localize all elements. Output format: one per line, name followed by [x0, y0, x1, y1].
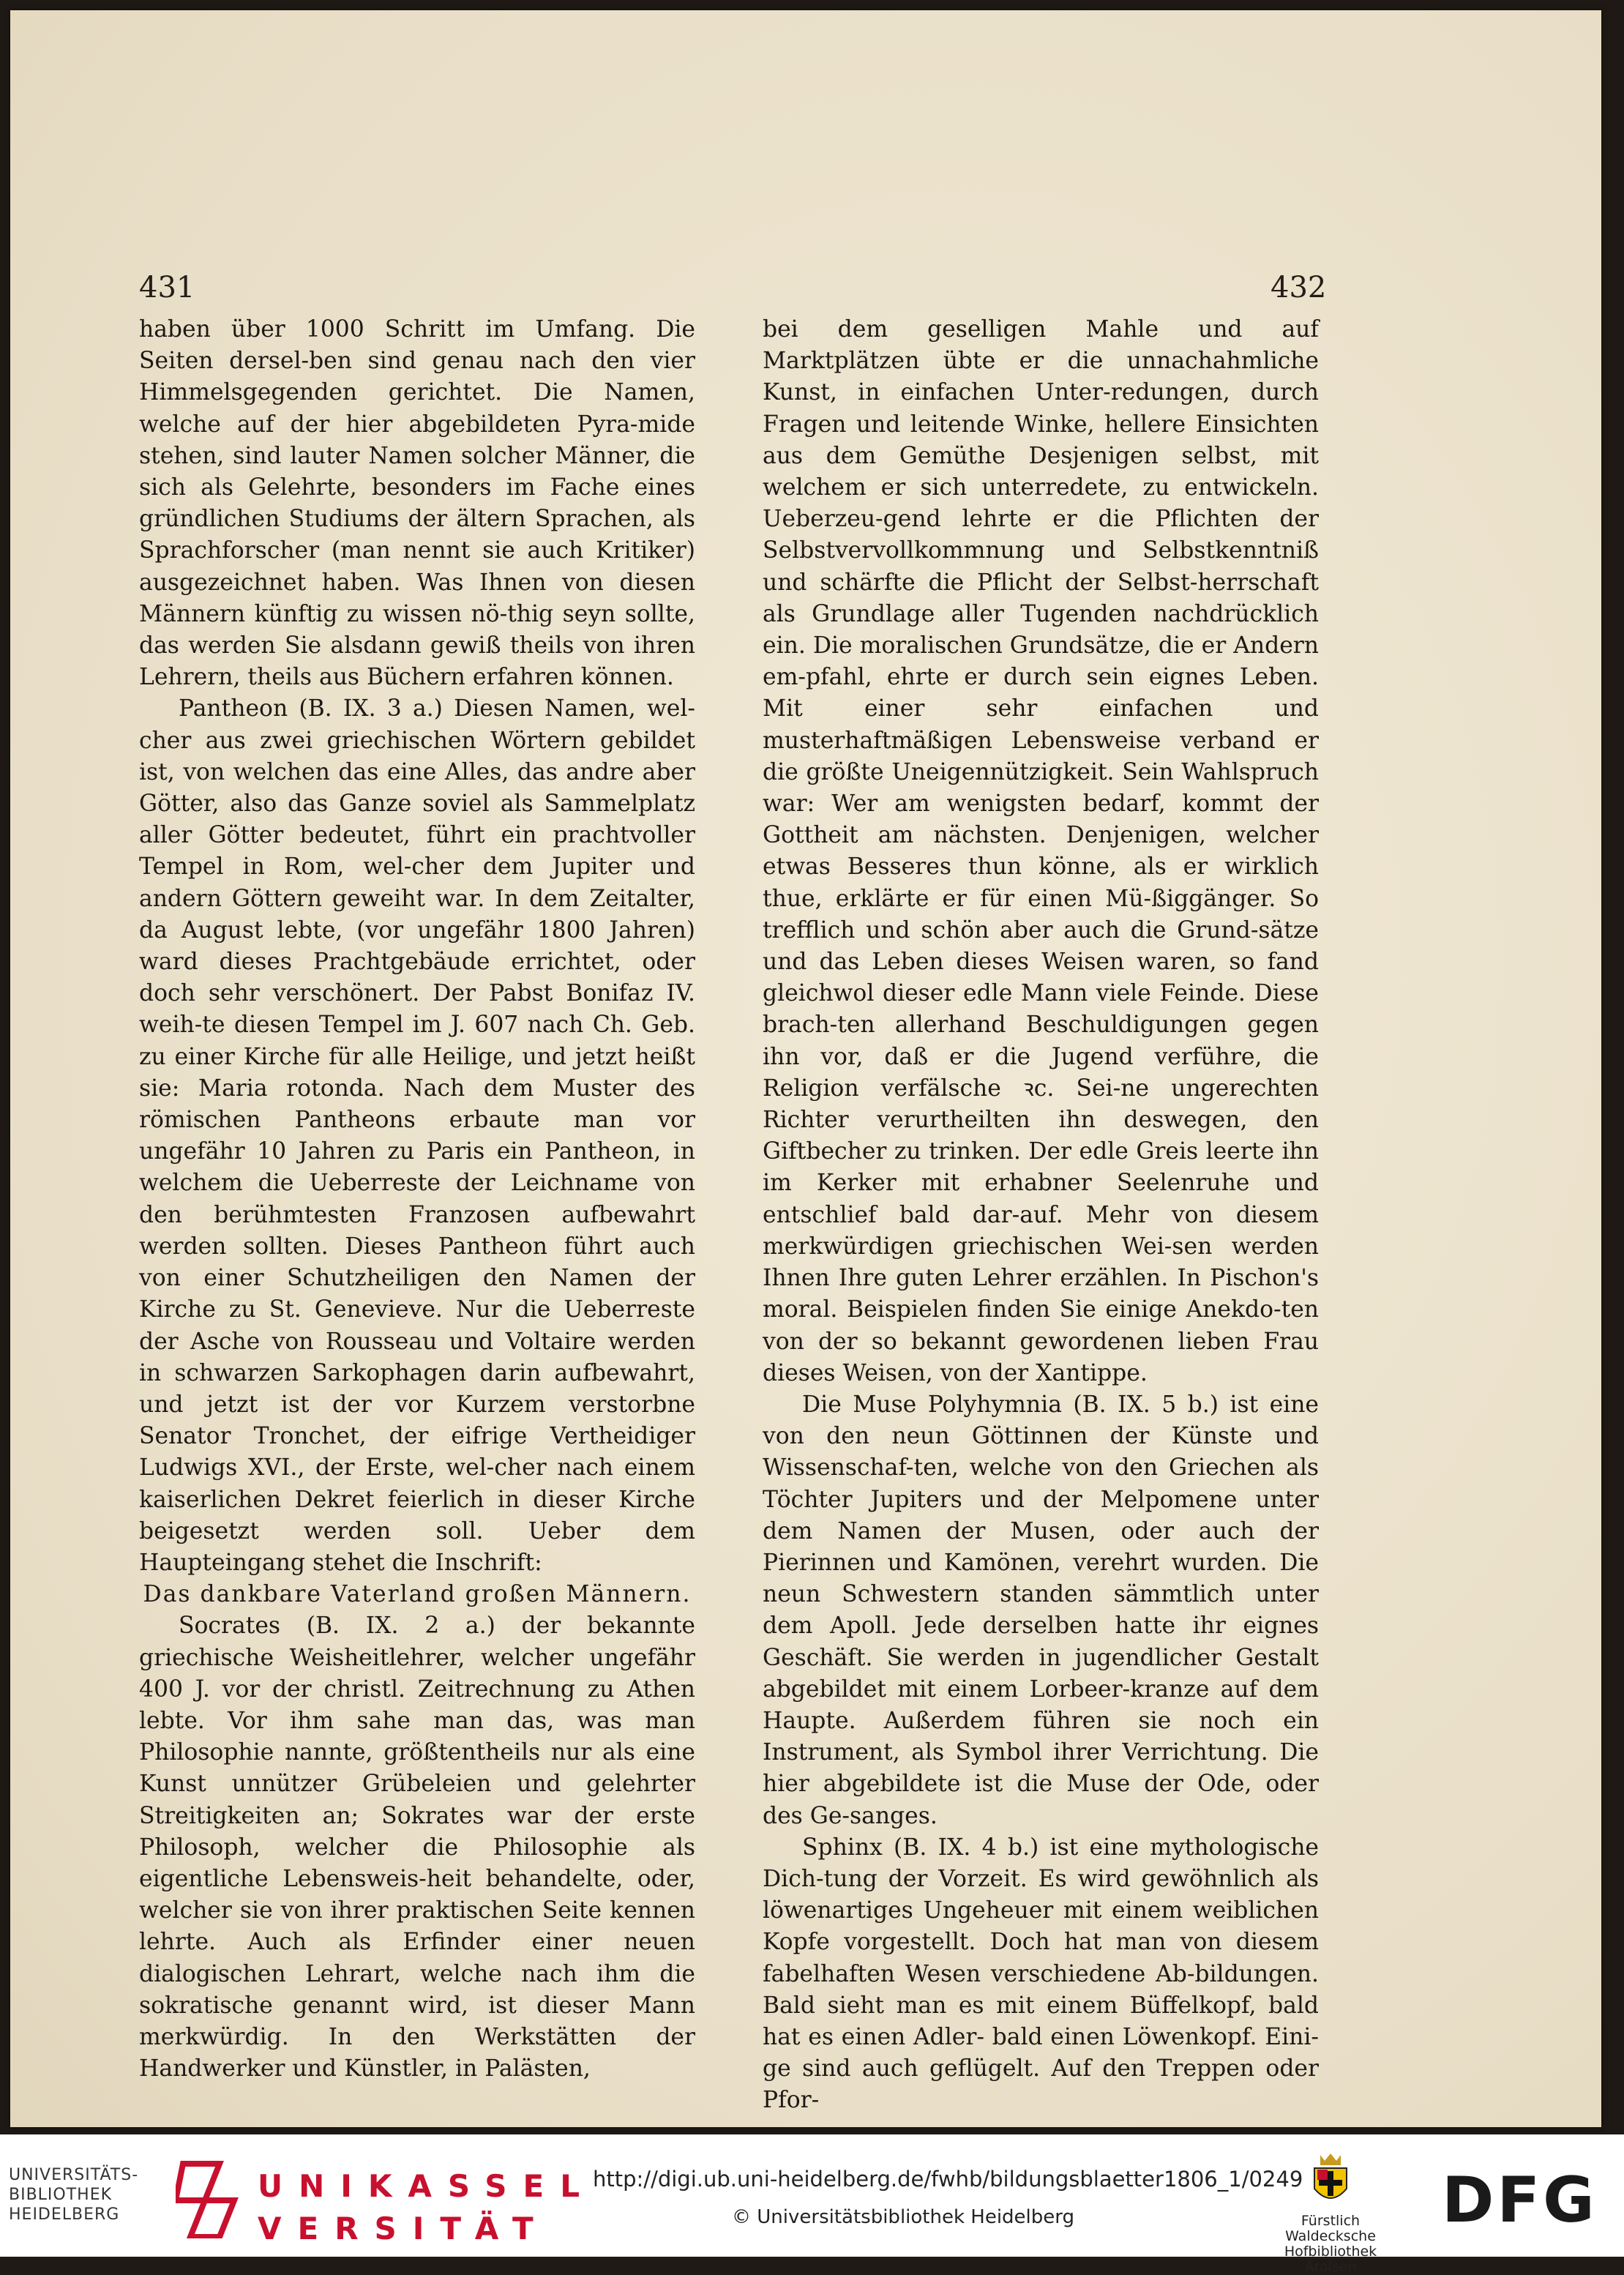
arolsen-line: Fürstlich Waldecksche	[1285, 2213, 1376, 2244]
arolsen-library-caption	[1257, 2214, 1404, 2275]
page-number-right: 432	[1271, 271, 1327, 305]
kassel-top: UNIKASSEL	[258, 2168, 596, 2204]
footer-bar	[0, 2134, 1624, 2275]
heidelberg-library-logo[interactable]	[9, 2165, 155, 2224]
right-text-column	[763, 314, 1319, 2114]
kassel-bottom: VERSITÄT	[258, 2211, 550, 2246]
text-paragraph-polyhymnia: Die Muse Polyhymnia (B. IX. 5 b.) ist eine von den neun Göttinnen der Künste und Wissenschaf-ten, welche von den Griechen als Töchter Jupiters und der Melpomene unter dem Namen der Musen, oder auch der Pierinnen und Kamönen, verehrt wurden. Die neun Schwestern standen sämmtlich unter dem Apoll. Jede derselben hatte ihr eignes Geschäft. Sie werden in jugendlicher Gestalt abgebildet mit einem Lorbeer-kranze auf dem Haupte. Außerdem führen sie noch ein Instrument, als Symbol ihrer Verrichtung. Die hier abgebildete ist die Muse der Ode, oder des Ge-sanges.	[763, 1391, 1319, 1829]
uni-kassel-wordmark[interactable]	[258, 2165, 596, 2250]
library-line: BIBLIOTHEK	[9, 2186, 113, 2204]
kassel-logo-icon	[176, 2156, 242, 2238]
text-paragraph-sphinx: Sphinx (B. IX. 4 b.) ist eine mythologische Dich-tung der Vorzeit. Es wird gewöhnlich als löwenartiges Ungeheuer mit einem weiblichen Kopfe vorgestellt. Doch hat man von diesem fabelhaften Wesen verschiedene Ab-bildungen. Bald sieht man es mit einem Büffelkopf, bald hat es einen Adler- bald einen Löwenkopf. Eini-ge sind auch geflügelt. Auf den Treppen oder Pfor-	[763, 1834, 1319, 2114]
dfg-logo[interactable]: DFG	[1442, 2164, 1598, 2237]
library-line: HEIDELBERG	[9, 2205, 120, 2224]
inscription-line: Das dankbare Vaterland großen Männern.	[143, 1581, 692, 1608]
text-paragraph-socrates: Socrates (B. IX. 2 a.) der bekannte griechische Weisheitlehrer, welcher ungefähr 400 J. vor der christl. Zeitrechnung zu Athen lebte. Vor ihm sahe man das, was man Philosophie nannte, größtentheils nur als eine Kunst unnützer Grübeleien und gelehrter Streitigkeiten an; Sokrates war der erste Philosoph, welcher die Philosophie als eigentliche Lebensweis-heit behandelte, oder, welcher sie von ihrer praktischen Seite kennen lehrte. Auch als Erfinder einer neuen dialogischen Lehrart, welche nach ihm die sokratische genannt wird, ist dieser Mann merkwürdig. In den Werkstätten der Handwerker und Künstler, in Palästen,	[139, 1613, 695, 2082]
library-line: UNIVERSITÄTS-	[9, 2166, 139, 2184]
text-paragraph-pantheon: Pantheon (B. IX. 3 a.) Diesen Namen, wel-cher aus zwei griechischen Wörtern gebildet ist, von welchen das eine Alles, das andre aber Götter, also das Ganze soviel als Sammelplatz aller Götter bedeutet, führt ein prachtvoller Tempel in Rom, wel-cher dem Jupiter und andern Göttern geweiht war. In dem Zeitalter, da August lebte, (vor ungefähr 1800 Jahren) ward dieses Prachtgebäude errichtet, oder doch sehr verschönert. Der Pabst Bonifaz IV. weih-te diesen Tempel im J. 607 nach Ch. Geb. zu einer Kirche für alle Heilige, und jetzt heißt sie: Maria rotonda. Nach dem Muster des römischen Pantheons erbaute man vor ungefähr 10 Jahren zu Paris ein Pantheon, in welchem die Ueberreste der Leichname von den berühmtesten Franzosen aufbewahrt werden sollten. Dieses Pantheon führt auch von einer Schutzheiligen den Namen der Kirche zu St. Genevieve. Nur die Ueberreste der Asche von Rousseau und Voltaire werden in schwarzen Sarkophagen darin aufbewahrt, und jetzt ist der vor Kurzem verstorbne Senator Tronchet, der eifrige Vertheidiger Ludwigs XVI., der Erste, wel-cher nach einem kaiserlichen Dekret feierlich in dieser Kirche beigesetzt werden soll. Ueber dem Haupteingang stehet die Inschrift:	[139, 695, 695, 1576]
arolsen-line: Hofbibliothek Arolsen	[1284, 2244, 1377, 2275]
page-number-left: 431	[139, 271, 195, 305]
left-text-column	[139, 314, 695, 2082]
waldeck-crest-icon	[1310, 2152, 1351, 2208]
text-block: bei dem geselligen Mahle und auf Marktplätzen übte er die unnachahmliche Kunst, in einfachen Unter-redungen, durch Fragen und leitende Winke, hellere Einsichten aus dem Gemüthe Desjenigen selbst, mit welchem er sich unterredete, zu entwickeln. Ueberzeu-gend lehrte er die Pflichten der Selbstvervollkommnung und Selbstkenntniß und schärfte die Pflicht der Selbst-herrschaft als Grundlage aller Tugenden nachdrücklich ein. Die moralischen Grundsätze, die er Andern em-pfahl, ehrte er durch sein eignes Leben. Mit einer sehr einfachen und musterhaftmäßigen Lebensweise verband er die größte Uneigennützigkeit. Sein Wahlspruch war: Wer am wenigsten bedarf, kommt der Gottheit am nächsten. Denjenigen, welcher etwas Besseres thun könne, als er wirklich thue, erklärte er für einen Mü-ßiggänger. So trefflich und schön aber auch die Grund-sätze und das Leben dieses Weisen waren, so fand gleichwol dieser edle Mann viele Feinde. Diese brach-ten allerhand Beschuldigungen gegen ihn vor, daß er die Jugend verführe, die Religion verfälsche ꝛc. Sei-ne ungerechten Richter verurtheilten ihn deswegen, den Giftbecher zu trinken. Der edle Greis leerte ihn im Kerker mit erhabner Seelenruhe und entschlief bald dar-auf. Mehr von diesem merkwürdigen griechischen Wei-sen werden Ihnen Ihre guten Lehrer erzählen. In Pischon's moral. Beispielen finden Sie einige Anekdo-ten von der so bekannt gewordenen lieben Frau dieses Weisen, von der Xantippe.	[763, 316, 1319, 1386]
text-block: haben über 1000 Schritt im Umfang. Die Seiten dersel-ben sind genau nach den vier Himmelsgegenden gerichtet. Die Namen, welche auf der hier abgebildeten Pyra-mide stehen, sind lauter Namen solcher Männer, die sich als Gelehrte, besonders im Fache eines gründlichen Studiums der ältern Sprachen, als Sprachforscher (man nennt sie auch Kritiker) ausgezeichnet haben. Was Ihnen von diesen Männern künftig zu wissen nö-thig seyn sollte, das werden Sie alsdann gewiß theils von ihren Lehrern, theils aus Büchern erfahren können.	[139, 316, 695, 691]
permalink[interactable]: http://digi.ub.uni-heidelberg.de/fwhb/bildungsblaetter1806_1/0249	[593, 2167, 1303, 2192]
book-page	[10, 10, 1601, 2127]
copyright-notice: © Universitätsbibliothek Heidelberg	[732, 2206, 1075, 2228]
